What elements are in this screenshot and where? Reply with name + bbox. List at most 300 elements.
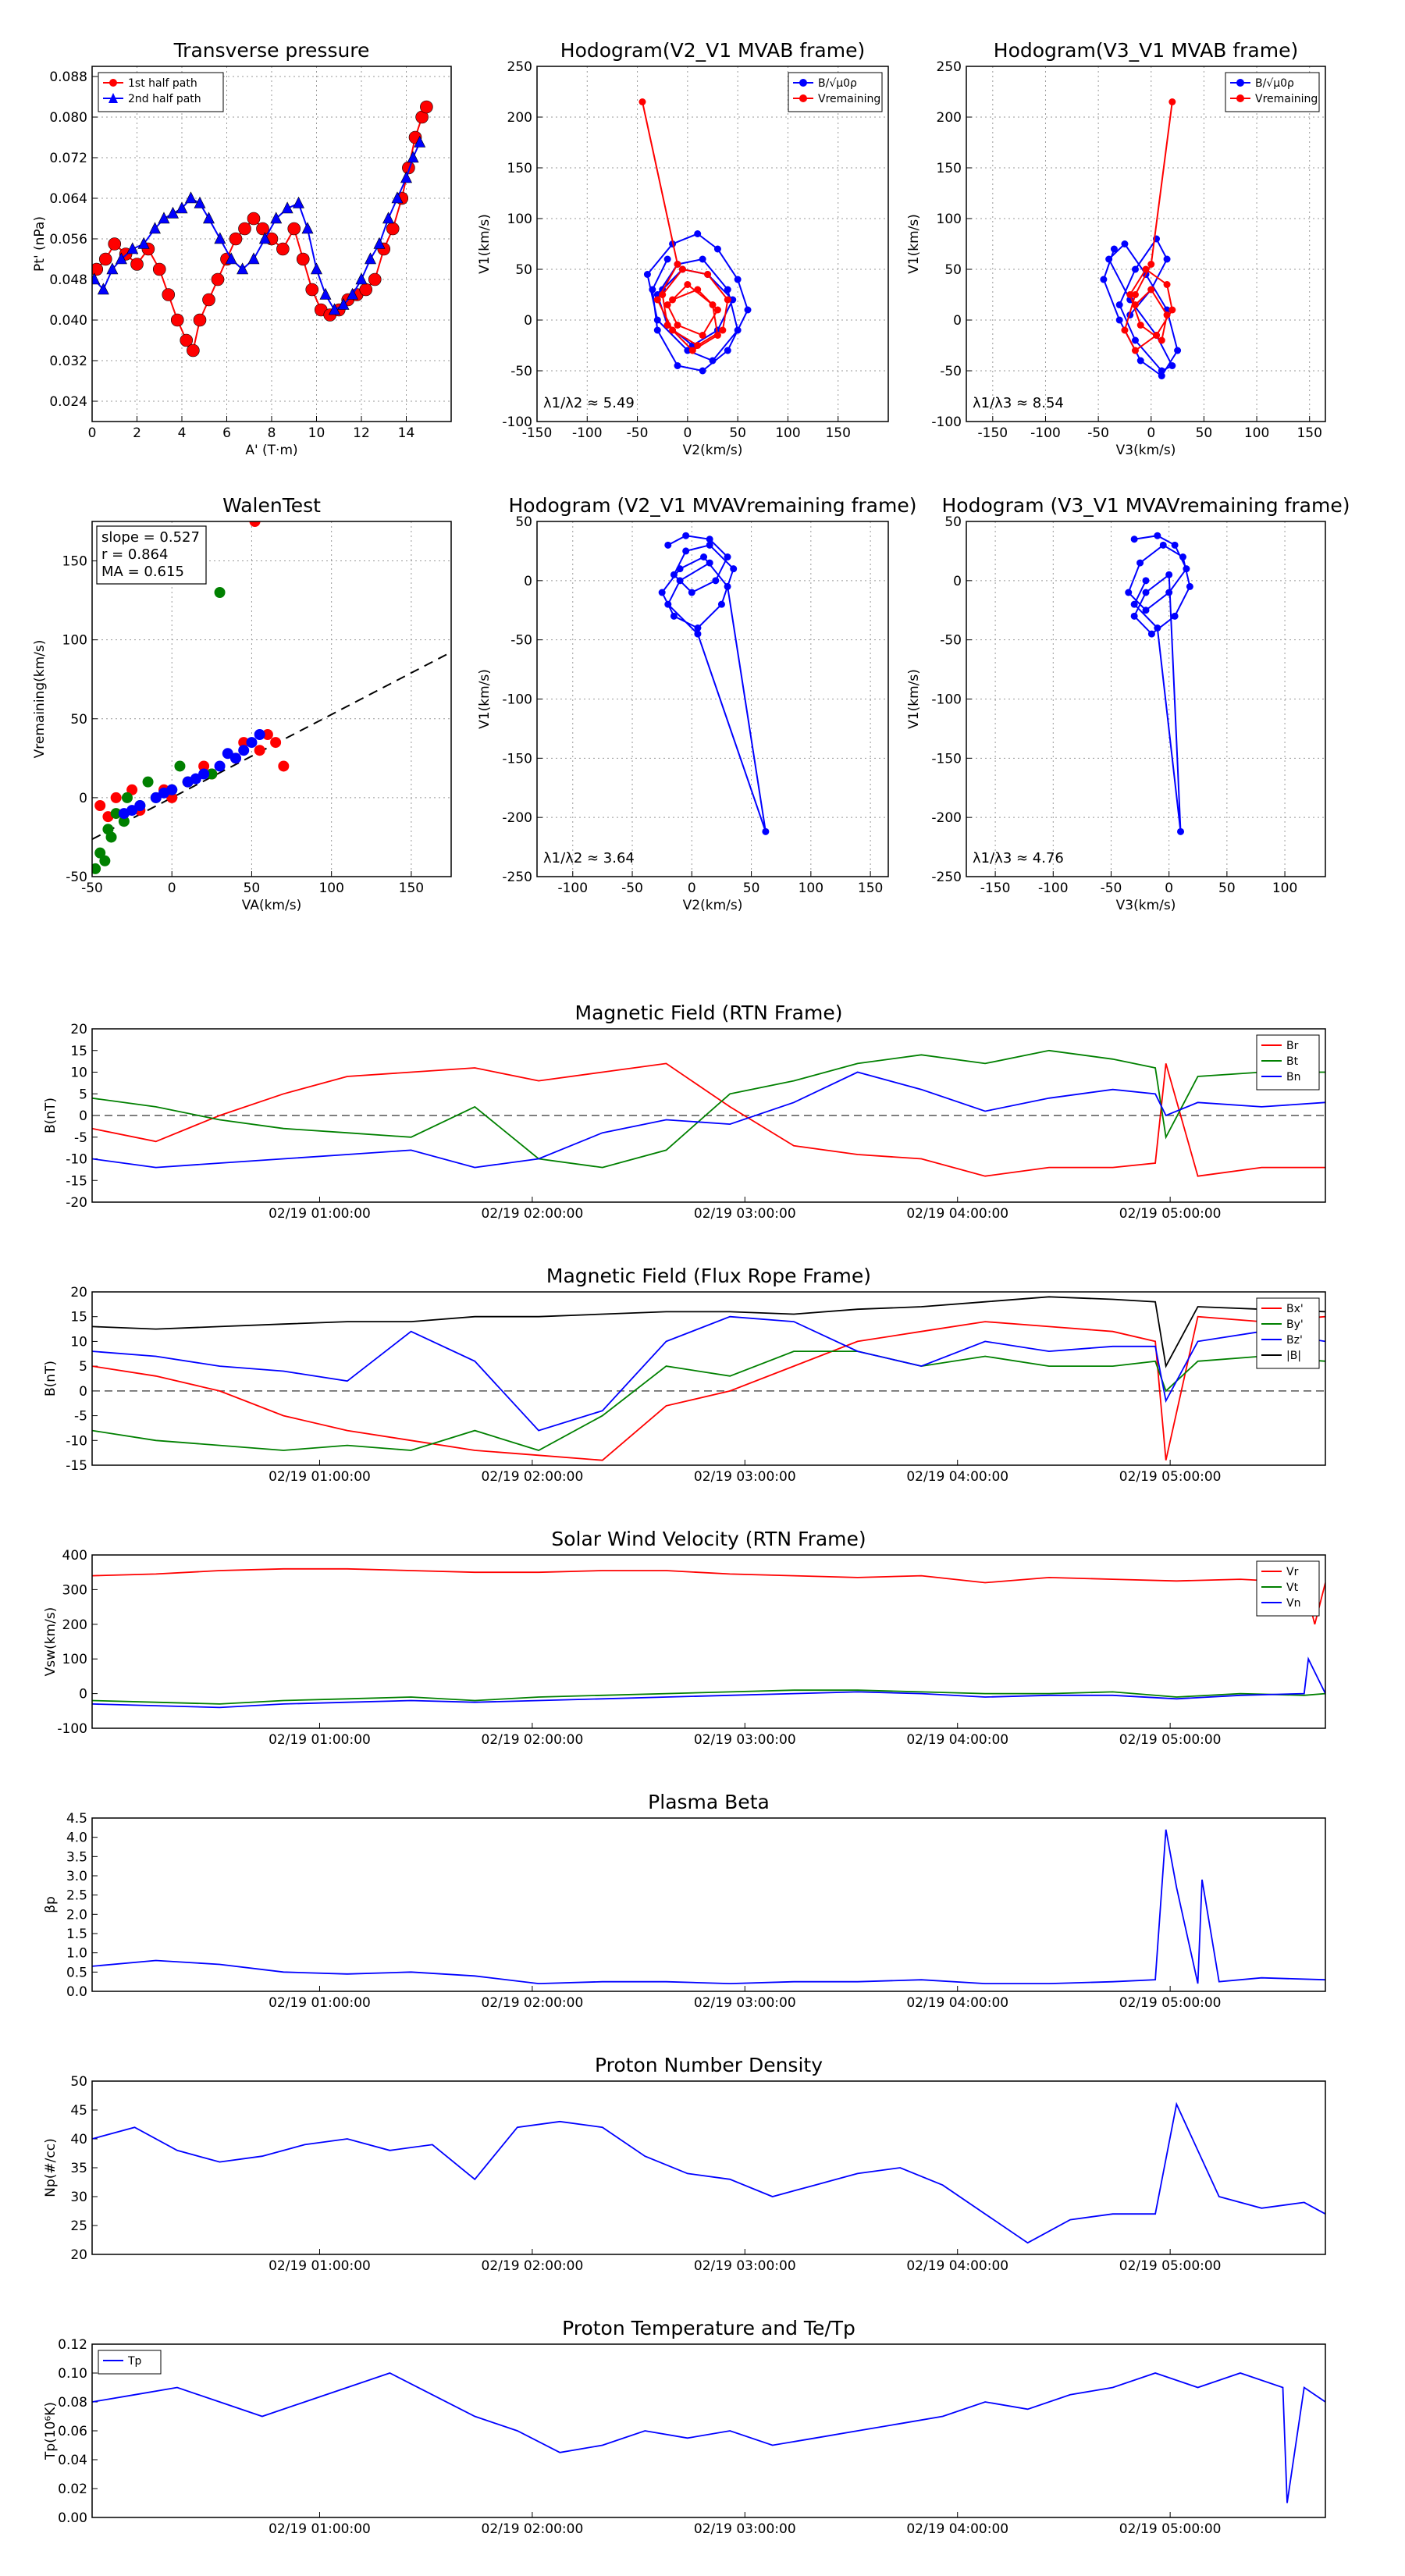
y-tick-label: 50 [944,262,962,278]
y-tick-label: 0 [524,573,532,589]
y-axis-label: B(nT) [43,1097,59,1134]
data-point [420,101,432,113]
legend-label: Bt [1286,1055,1299,1068]
x-tick-label: 50 [243,881,261,896]
chart-title: Hodogram(V3_V1 MVAB frame) [993,39,1299,62]
chart-h4 [906,494,1350,913]
x-tick-label: 02/19 01:00:00 [269,1469,371,1485]
x-tick-label: 02/19 01:00:00 [269,1995,371,2011]
plot-area [1100,98,1181,379]
data-point [1168,307,1176,314]
chart-pt [32,39,451,458]
chart-title: WalenTest [222,494,321,517]
legend-label: 2nd half path [128,93,201,105]
y-tick-label: 15 [70,1309,87,1325]
x-tick-label: 10 [308,425,325,441]
y-tick-label: 100 [936,212,962,227]
data-point [293,197,304,208]
y-tick-label: 0.080 [49,110,87,126]
data-point [724,286,731,294]
data-point [1179,553,1186,560]
data-point [1174,347,1181,354]
series-brtn-2-line [92,1073,1325,1168]
x-tick-label: 02/19 04:00:00 [906,1469,1009,1485]
data-point [215,233,226,244]
y-tick-label: -100 [931,415,962,430]
legend-label: Bx' [1286,1303,1304,1315]
y-tick-label: 0.088 [49,69,87,85]
data-point [1132,301,1139,308]
y-tick-label: 25 [70,2218,87,2234]
y-tick-label: 150 [62,553,87,570]
y-tick-label: 150 [507,161,532,176]
data-point [257,222,269,235]
x-tick-label: 02/19 05:00:00 [1119,1469,1222,1485]
y-tick-label: -15 [66,1458,87,1474]
data-point [677,577,684,584]
data-point [99,856,110,866]
x-tick-label: 150 [1297,425,1322,441]
y-tick-label: -100 [931,692,962,708]
x-tick-label: -50 [621,881,643,896]
data-point [1168,98,1176,105]
x-axis-label: V2(km/s) [682,443,743,458]
plot-area [659,532,770,835]
y-tick-label: 50 [515,262,532,278]
y-tick-label: 100 [62,1652,87,1668]
data-point [254,729,265,740]
data-point [677,565,684,572]
y-tick-label: -100 [57,1721,87,1737]
y-tick-label: 2.5 [66,1888,87,1904]
y-axis-label: Np(#/cc) [43,2138,59,2197]
data-point [1121,240,1128,247]
y-tick-label: 0.064 [49,191,87,207]
data-point [654,317,661,324]
plot-area [92,2105,1325,2243]
y-tick-label: -100 [502,692,532,708]
y-tick-label: 250 [507,59,532,75]
plot-area [92,1297,1325,1460]
x-tick-label: -100 [571,425,603,441]
y-tick-label: 4.0 [66,1830,87,1846]
legend-label: Vr [1286,1566,1299,1578]
data-point [654,327,661,334]
data-point [248,253,259,264]
y-tick-label: 0.06 [58,2424,87,2439]
data-point [1132,347,1139,354]
data-point [1168,362,1176,369]
y-tick-label: 0.00 [58,2510,87,2526]
data-point [1143,577,1150,584]
data-point [724,297,731,304]
x-tick-label: 02/19 01:00:00 [269,2521,371,2537]
y-tick-label: 40 [70,2132,87,2147]
y-axis-label: V1(km/s) [477,669,493,729]
series-beta-0-line [92,1830,1325,1984]
chart-title: Proton Temperature and Te/Tp [562,2317,855,2339]
x-tick-label: 02/19 03:00:00 [693,2258,796,2274]
data-point [718,601,725,608]
x-tick-label: 02/19 02:00:00 [481,1732,584,1748]
y-tick-label: 0.032 [49,354,87,369]
data-point [247,212,260,225]
y-tick-label: 0.02 [58,2482,87,2497]
y-tick-label: 4.5 [66,1811,87,1827]
y-tick-label: 0.08 [58,2395,87,2411]
data-point [712,577,719,584]
x-tick-label: 0 [167,881,176,896]
data-point [714,246,721,253]
y-tick-label: -250 [931,870,962,885]
y-tick-label: 50 [70,2074,87,2090]
legend-label: Vt [1286,1582,1299,1594]
legend-label: |B| [1286,1350,1302,1362]
data-point [670,571,678,578]
data-point [704,271,711,278]
data-point [1154,624,1161,632]
data-point [682,547,689,554]
x-tick-label: 0 [683,425,692,441]
plot-frame [92,1292,1325,1465]
data-point [239,222,251,235]
x-tick-label: 0 [1165,881,1174,896]
x-tick-label: 6 [222,425,231,441]
chart-title: Transverse pressure [173,39,370,62]
data-point [383,212,394,223]
data-point [94,800,105,811]
x-tick-label: 02/19 02:00:00 [481,1995,584,2011]
x-tick-label: 02/19 03:00:00 [693,1206,796,1222]
data-point [106,831,117,842]
chart-title: Hodogram(V2_V1 MVAB frame) [560,39,866,62]
data-point [1131,601,1138,608]
plot-frame [92,2081,1325,2254]
y-tick-label: 0 [953,573,962,589]
plot-area [89,101,433,357]
data-point [664,601,671,608]
data-point [762,828,769,835]
chart-title: Magnetic Field (RTN Frame) [574,1002,843,1024]
stats-line: r = 0.864 [101,546,169,563]
stats-line: MA = 0.615 [101,564,184,580]
data-point [1132,337,1139,344]
series-vsw-0-line [92,1569,1325,1624]
legend-label: B/√μ0ρ [818,77,857,90]
data-point [700,553,707,560]
data-point [699,368,706,375]
y-tick-label: 0.0 [66,1984,87,2000]
y-tick-label: 30 [70,2190,87,2205]
data-point [356,273,367,284]
x-tick-label: 14 [397,425,415,441]
data-point [271,212,282,223]
data-point [1164,311,1171,318]
data-point [143,777,154,788]
ratio-annotation: λ1/λ2 ≈ 5.49 [543,395,635,411]
data-point [229,233,242,245]
plot-area [92,2373,1325,2503]
series-bfr-3-line [92,1297,1325,1366]
x-axis-label: VA(km/s) [241,898,302,913]
y-tick-label: 150 [936,161,962,176]
data-point [1132,266,1139,273]
legend-label: Br [1286,1040,1299,1052]
data-point [659,291,666,298]
y-axis-label: Tp(10⁶K) [43,2401,59,2460]
data-point [222,748,233,759]
data-point [682,532,689,539]
y-tick-label: 100 [507,212,532,227]
y-tick-label: 50 [70,711,87,728]
x-tick-label: 02/19 01:00:00 [269,2258,371,2274]
y-axis-label: Vremaining(km/s) [32,639,48,759]
data-point [724,583,731,590]
data-point [386,222,399,235]
y-tick-label: 100 [62,632,87,649]
data-point [237,263,248,274]
data-point [282,202,293,213]
legend-marker [799,79,807,87]
data-point [194,314,206,326]
data-point [694,230,701,237]
data-point [215,587,226,598]
data-point [126,805,137,816]
legend-marker [799,94,807,102]
x-tick-label: 150 [857,881,884,896]
data-point [710,358,717,365]
chart-bfr [43,1265,1325,1485]
chart-brtn [43,1002,1325,1222]
data-point [162,289,175,301]
data-point [1154,532,1161,539]
y-axis-label: βp [43,1896,59,1913]
data-point [270,737,281,748]
y-axis-label: V1(km/s) [906,669,922,729]
y-tick-label: 0.5 [66,1965,87,1981]
data-point [1105,256,1112,263]
y-tick-label: 3.0 [66,1869,87,1884]
data-point [1158,368,1165,375]
data-point [190,774,201,785]
x-tick-label: 02/19 02:00:00 [481,1206,584,1222]
x-tick-label: -150 [521,425,553,441]
y-tick-label: -10 [66,1151,87,1168]
data-point [1164,281,1171,288]
data-point [1183,565,1190,572]
legend-label: B/√μ0ρ [1255,77,1294,90]
legend-label: By' [1286,1318,1304,1331]
data-point [735,276,742,283]
data-point [649,286,656,294]
plot-area [639,98,752,375]
y-tick-label: 0.040 [49,313,87,329]
x-tick-label: 02/19 04:00:00 [906,1995,1009,2011]
x-tick-label: 02/19 05:00:00 [1119,2521,1222,2537]
legend-marker [109,79,117,87]
x-tick-label: 150 [398,881,425,896]
data-point [203,294,215,306]
data-point [664,256,671,263]
data-point [714,332,721,339]
x-tick-label: 02/19 02:00:00 [481,2521,584,2537]
x-tick-label: -50 [81,881,103,896]
y-tick-label: 0.10 [58,2366,87,2382]
x-tick-label: 50 [1218,881,1236,896]
y-tick-label: -50 [510,632,532,649]
data-point [122,792,133,803]
x-axis-label: V3(km/s) [1115,898,1176,913]
chart-h3 [477,494,917,913]
x-tick-label: 02/19 03:00:00 [693,1732,796,1748]
data-point [694,631,701,638]
x-tick-label: 02/19 05:00:00 [1119,2258,1222,2274]
chart-title: Hodogram (V3_V1 MVAVremaining frame) [941,494,1350,517]
x-tick-label: 50 [1195,425,1213,441]
y-tick-label: 50 [515,514,532,530]
y-axis-label: V1(km/s) [906,214,922,274]
y-tick-label: -50 [940,632,962,649]
data-point [311,263,322,274]
x-tick-label: 02/19 04:00:00 [906,2521,1009,2537]
data-point [186,192,197,203]
y-tick-label: 0 [79,1686,87,1703]
x-tick-label: 02/19 05:00:00 [1119,1995,1222,2011]
y-tick-label: 45 [70,2103,87,2119]
y-tick-label: 250 [936,59,962,75]
chart-h1 [477,39,888,458]
x-tick-label: 02/19 03:00:00 [693,1469,796,1485]
data-point [131,258,144,271]
data-point [745,307,752,314]
y-tick-label: 5 [79,1359,87,1375]
data-point [669,327,676,334]
data-point [724,347,731,354]
data-point [174,760,185,771]
data-point [1126,291,1133,298]
data-point [99,253,112,265]
x-tick-label: 100 [798,881,824,896]
legend-marker [1236,79,1244,87]
data-point [1131,613,1138,620]
ratio-annotation: λ1/λ3 ≈ 4.76 [973,850,1064,866]
y-tick-label: -150 [502,751,532,767]
y-tick-label: -50 [940,364,962,379]
data-point [1158,337,1165,344]
data-point [659,589,666,596]
chart-h2 [906,39,1325,458]
x-axis-label: V3(km/s) [1115,443,1176,458]
x-tick-label: 02/19 03:00:00 [693,2521,796,2537]
data-point [664,542,671,549]
data-point [1137,322,1144,329]
plot-frame [537,66,888,422]
data-point [111,792,122,803]
y-tick-label: 0.04 [58,2453,87,2468]
legend-label: 1st half path [128,77,197,90]
series-brtn-1-line [92,1051,1325,1168]
x-tick-label: 100 [1272,881,1298,896]
y-tick-label: 20 [70,2247,87,2263]
y-tick-label: 0 [79,790,87,806]
legend-label: Bn [1286,1071,1301,1083]
data-point [1100,276,1107,283]
ratio-annotation: λ1/λ2 ≈ 3.64 [543,850,635,866]
y-tick-label: 0.056 [49,232,87,247]
data-point [664,301,671,308]
data-point [706,542,713,549]
x-tick-label: -100 [1030,425,1061,441]
data-point [1177,828,1184,835]
data-point [278,760,289,771]
data-point [710,301,717,308]
data-point [153,263,165,276]
plot-area [92,1830,1325,1984]
x-tick-label: 02/19 04:00:00 [906,1206,1009,1222]
data-point [1164,256,1171,263]
data-point [108,238,121,251]
data-point [674,261,681,268]
legend-label: Bz' [1286,1334,1303,1347]
y-tick-label: -250 [502,870,532,885]
y-tick-label: 400 [62,1548,87,1564]
data-point [670,613,678,620]
y-tick-label: -5 [74,1408,87,1425]
data-point [1148,631,1155,638]
x-tick-label: -50 [626,425,649,441]
chart-title: Proton Number Density [595,2054,823,2076]
data-point [1172,613,1179,620]
data-point [735,327,742,334]
y-tick-label: 5 [79,1087,87,1103]
y-axis-label: V1(km/s) [477,214,493,274]
x-tick-label: 02/19 05:00:00 [1119,1206,1222,1222]
x-tick-label: -50 [1087,425,1110,441]
y-tick-label: 20 [70,1022,87,1037]
y-tick-label: 300 [62,1582,87,1599]
data-point [699,332,706,339]
data-point [1165,589,1172,596]
plot-frame [92,2344,1325,2517]
plot-area [92,1051,1325,1176]
x-tick-label: 02/19 05:00:00 [1119,1732,1222,1748]
y-axis-label: Vsw(km/s) [43,1606,59,1677]
data-point [674,322,681,329]
series-bfr-0-line [92,1317,1325,1461]
stats-line: slope = 0.527 [101,529,200,546]
x-tick-label: 100 [1243,425,1270,441]
x-tick-label: 02/19 04:00:00 [906,2258,1009,2274]
data-point [1125,589,1132,596]
data-point [1153,332,1160,339]
data-point [730,565,737,572]
data-point [246,737,257,748]
data-point [1186,583,1193,590]
data-point [1121,327,1128,334]
x-tick-label: 8 [267,425,276,441]
chart-title: Magnetic Field (Flux Rope Frame) [546,1265,872,1287]
y-tick-label: -200 [931,810,962,827]
y-tick-label: -20 [66,1195,87,1211]
y-tick-label: -200 [502,810,532,827]
y-tick-label: -50 [510,364,532,379]
data-point [127,243,138,254]
data-point [1172,542,1179,549]
x-tick-label: 0 [87,425,97,441]
x-tick-label: 0 [1147,425,1156,441]
data-point [1147,261,1154,268]
chart-np [43,2054,1325,2274]
